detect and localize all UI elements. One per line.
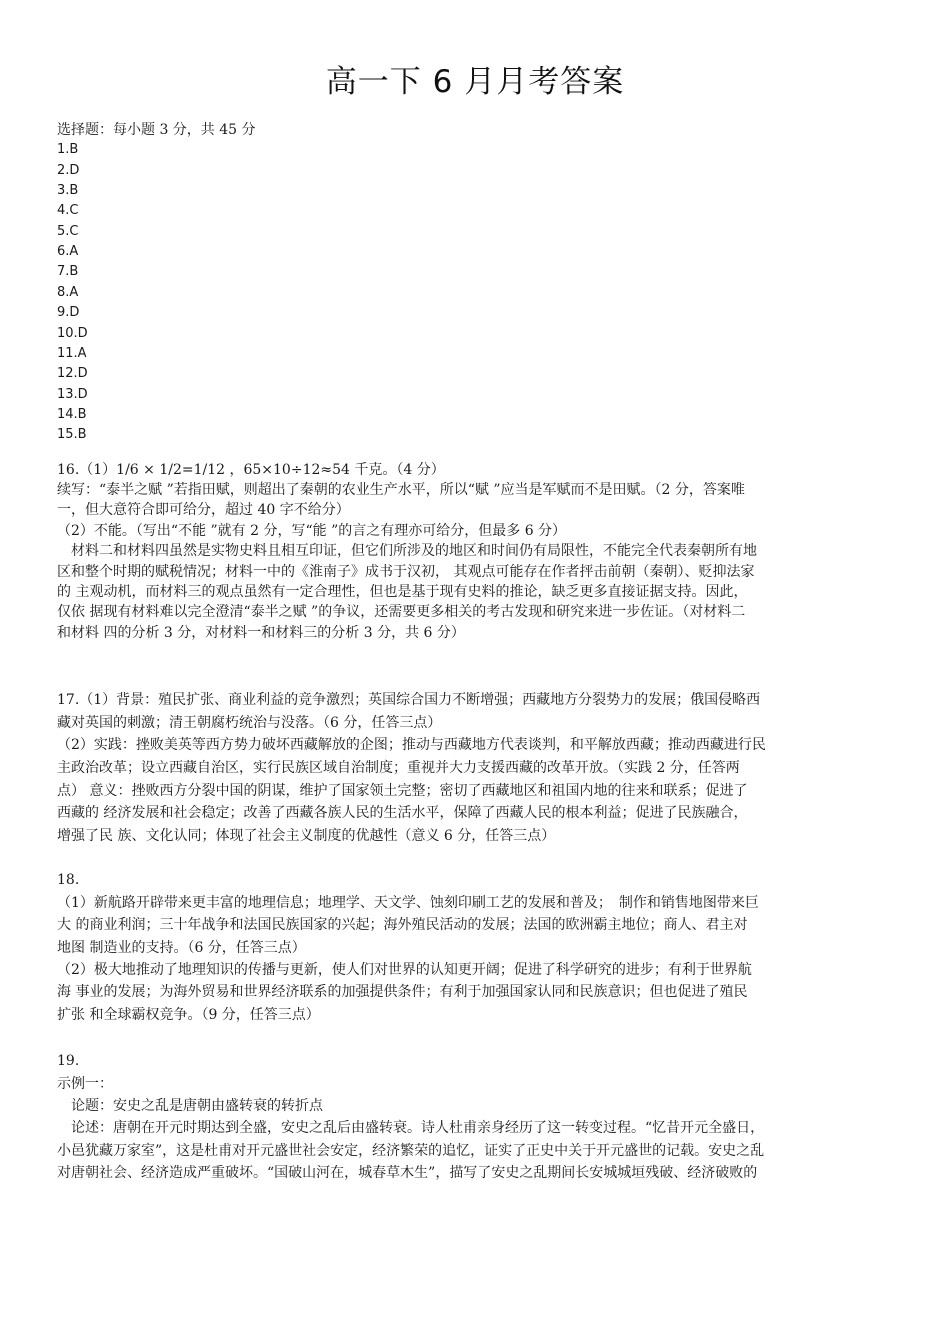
choice-heading: 选择题：每小题 3 分，共 45 分 bbox=[57, 122, 256, 138]
q16-line: 的 主观动机，而材料三的观点虽然有一定合理性，但也是基于现有史料的推论，缺乏更多直接证据支持。因此， bbox=[57, 584, 748, 600]
q17-line: 主政治改革；设立西藏自治区，实行民族区域自治制度；重视并大力支援西藏的改革开放。（实践 2 分，任答两 bbox=[57, 760, 740, 776]
q19-line: 小邑犹藏万家室”，这是杜甫对开元盛世社会安定，经济繁荣的追忆，证实了正史中关于开元盛世的记载。安史之乱 bbox=[57, 1142, 765, 1159]
q19-line: 对唐朝社会、经济造成严重破坏。“国破山河在，城春草木生”，描写了安史之乱期间长安城城垣残破、经济破败的 bbox=[57, 1165, 758, 1182]
page-title: 高一下 6 月月考答案 bbox=[325, 64, 625, 100]
q19-line: 论题：安史之乱是唐朝由盛转衰的转折点 bbox=[57, 1098, 323, 1115]
q16-line: 和材料 四的分析 3 分，对材料一和材料三的分析 3 分，共 6 分） bbox=[57, 624, 465, 641]
choice-answer: 13.D bbox=[57, 386, 88, 402]
choice-answer: 14.B bbox=[57, 406, 87, 422]
spacer bbox=[57, 446, 899, 460]
q18-line: 海 事业的发展；为海外贸易和世界经济联系的加强提供条件；有利于加强国家认同和民族意识；但也促进了殖民 bbox=[57, 984, 748, 1001]
q18-line: （1）新航路开辟带来更丰富的地理信息；地理学、天文学、蚀刻印刷工艺的发展和普及； 制作和销售地图带来巨 bbox=[57, 894, 759, 911]
question-16-answer bbox=[57, 460, 899, 644]
choice-answer: 7.B bbox=[57, 264, 79, 280]
choice-answer: 3.B bbox=[57, 183, 79, 199]
q16-line: 材料二和材料四虽然是实物史料且相互印证，但它们所涉及的地区和时间仍有局限性，不能完全代表秦朝所有地 bbox=[57, 543, 757, 560]
q17-line: 增强了民 族、文化认同；体现了社会主义制度的优越性（意义 6 分，任答三点） bbox=[57, 827, 556, 844]
choice-answer: 1.B bbox=[57, 142, 79, 158]
q18-line: 地图 制造业的支持。（6 分，任答三点） bbox=[57, 939, 306, 956]
choice-answer: 8.A bbox=[57, 284, 79, 300]
choice-answer: 9.D bbox=[57, 305, 80, 321]
q19-line: 示例一： bbox=[57, 1075, 113, 1092]
q19-line: 论述：唐朝在开元时期达到全盛，安史之乱后由盛转衰。诗人杜甫亲身经历了这一转变过程。“忆昔开元全盛日， bbox=[57, 1120, 765, 1137]
choice-answer: 12.D bbox=[57, 366, 88, 382]
q16-line: 区和整个时期的赋税情况；材料一中的《淮南子》成书于汉初， 其观点可能存在作者抨击前朝（秦朝）、贬抑法家 bbox=[57, 563, 755, 580]
q17-line: 点） 意义：挫败西方分裂中国的阴谋，维护了国家领土完整；密切了西藏地区和祖国内地的往来和联系；促进了 bbox=[57, 782, 748, 799]
q17-line: 西藏的 经济发展和社会稳定；改善了西藏各族人民的生活水平，保障了西藏人民的根本利益；促进了民族融合， bbox=[57, 805, 748, 822]
q16-line: 一，但大意符合即可给分，超过 40 字不给分） bbox=[57, 502, 350, 519]
question-19-answer bbox=[57, 1050, 899, 1184]
spacer bbox=[57, 643, 899, 689]
question-18-answer bbox=[57, 869, 899, 1026]
choice-answer: 15.B bbox=[57, 427, 87, 443]
choice-answer-list bbox=[57, 140, 899, 445]
q17-line: 17.（1）背景：殖民扩张、商业利益的竞争激烈；英国综合国力不断增强；西藏地方分裂势力的发展；俄国侵略西 bbox=[57, 692, 761, 709]
q17-line: 藏对英国的刺激；清王朝腐朽统治与没落。（6 分，任答三点） bbox=[57, 714, 442, 731]
choice-answer: 11.A bbox=[57, 345, 87, 361]
q16-line: 续写：“泰半之赋 ”若指田赋，则超出了秦朝的农业生产水平，所以“赋 ”应当是军赋而不是田赋。（2 分，答案唯 bbox=[57, 481, 745, 498]
q18-line: （2）极大地推动了地理知识的传播与更新，使人们对世界的认知更开阔；促进了科学研究的进步；有利于世界航 bbox=[57, 962, 752, 978]
choice-answer: 6.A bbox=[57, 244, 79, 260]
document-body bbox=[57, 120, 899, 1185]
spacer bbox=[57, 1026, 899, 1050]
choice-answer: 5.C bbox=[57, 223, 79, 239]
q19-number: 19. bbox=[57, 1053, 80, 1070]
q16-line: 仅依 据现有材料难以完全澄清“泰半之赋 ”的争议，还需要更多相关的考古发现和研究来进一步佐证。（对材料二 bbox=[57, 604, 746, 621]
q18-line: 大 的商业利润；三十年战争和法国民族国家的兴起；海外殖民活动的发展；法国的欧洲霸主地位；商人、君主对 bbox=[57, 917, 748, 934]
q17-line: （2）实践：挫败美英等西方势力破坏西藏解放的企图；推动与西藏地方代表谈判，和平解放西藏；推动西藏进行民 bbox=[57, 737, 766, 754]
choice-answer: 10.D bbox=[57, 325, 88, 341]
q18-number: 18. bbox=[57, 872, 80, 889]
choice-answer: 2.D bbox=[57, 162, 80, 178]
spacer bbox=[57, 847, 899, 869]
choice-answer: 4.C bbox=[57, 203, 79, 219]
q16-line: （2）不能。（写出“不能 ”就有 2 分，写“能 ”的言之有理亦可给分，但最多 6 分） bbox=[57, 522, 567, 539]
q16-line: 16.（1）1/6 × 1/2=1/12 ，65×10÷12≈54 千克。（4 分） bbox=[57, 461, 445, 478]
q18-line: 扩张 和全球霸权竞争。（9 分，任答三点） bbox=[57, 1006, 320, 1023]
question-17-answer bbox=[57, 689, 899, 847]
